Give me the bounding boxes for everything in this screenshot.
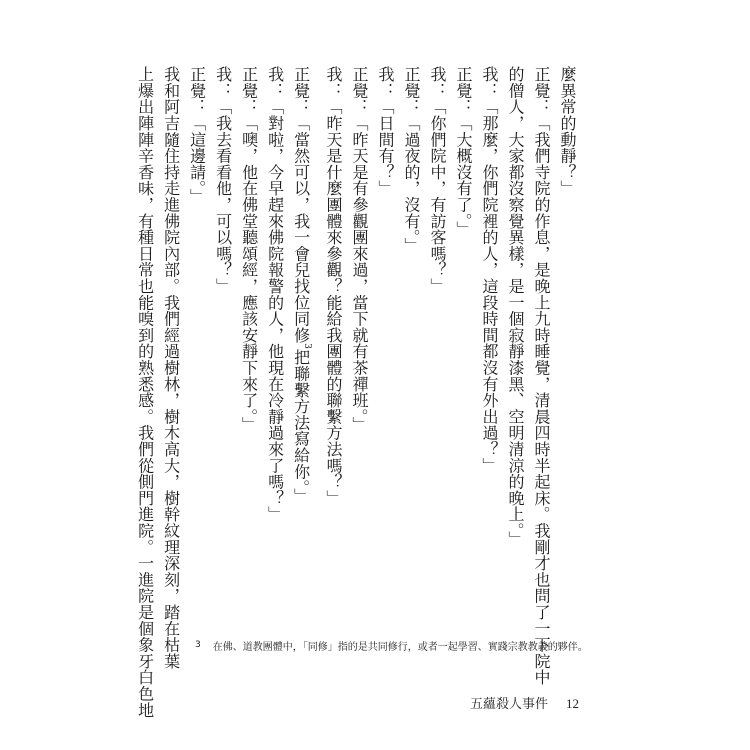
- text-line: 我：「那麼，你們院裡的人，這段時間都沒有外出過？」: [480, 66, 499, 474]
- footnote-reference: 3: [302, 343, 312, 350]
- text-line: 我和阿吉隨住持走進佛院內部。我們經過樹林，樹木高大，樹幹紋理深刻，踏在枯葉: [161, 66, 181, 670]
- footnote-text: 在佛、道教團體中，「同修」指的是共同修行，或者一起學習、實踐宗教教義的夥伴。: [212, 642, 588, 653]
- text-line: 麼異常的動靜？」: [558, 66, 577, 197]
- text-line: 我：「我去看看他，可以嗎？」: [213, 66, 233, 295]
- text-line: 正覺：「這邊請。」: [187, 66, 207, 205]
- text-line-start: 正覺：「當然可以，我一會兒找位同修: [291, 66, 311, 344]
- text-line-with-footnote: [288, 66, 320, 626]
- text-line: 正覺：「過夜的，沒有。」: [402, 66, 421, 254]
- text-line: 我：「日間有？」: [376, 66, 395, 197]
- text-line: 正覺：「昨天是有參觀團來過，當下就有茶禪班。」: [350, 66, 369, 433]
- text-line: 我：「對啦，今早趕來佛院報警的人，他現在冷靜過來了嗎？」: [265, 66, 285, 523]
- footnote-mark: 3: [195, 640, 201, 650]
- text-line: 正覺：「我們寺院的作息，是晚上九時睡覺，清晨四時半起床。我剛才也問了一下院中: [532, 66, 551, 686]
- footnote: [195, 638, 588, 653]
- text-line: 我：「你們院中，有訪客嗎？」: [428, 66, 447, 295]
- book-title: 五蘊殺人事件: [470, 697, 549, 712]
- text-line: 上爆出陣陣辛香味，有種日常也能嗅到的熟悉感。我們從側門進院。一進院是個象牙白色地: [135, 66, 155, 718]
- text-line-end: 把聯繫方法寫給你。」: [291, 349, 311, 505]
- text-line: 我：「昨天是什麼團體來參觀？能給我團體的聯繫方法嗎？」: [324, 66, 343, 507]
- text-line: 正覺：「大概沒有了。」: [454, 66, 473, 238]
- text-line: 的僧人，大家都沒察覺異樣，是一個寂靜漆黑、空明清涼的晚上。」: [506, 66, 525, 547]
- text-line: 正覺：「噢，他在佛堂聽頌經，應該安靜下來了。」: [239, 66, 259, 433]
- running-footer: [470, 693, 579, 712]
- page-number: 12: [566, 696, 580, 711]
